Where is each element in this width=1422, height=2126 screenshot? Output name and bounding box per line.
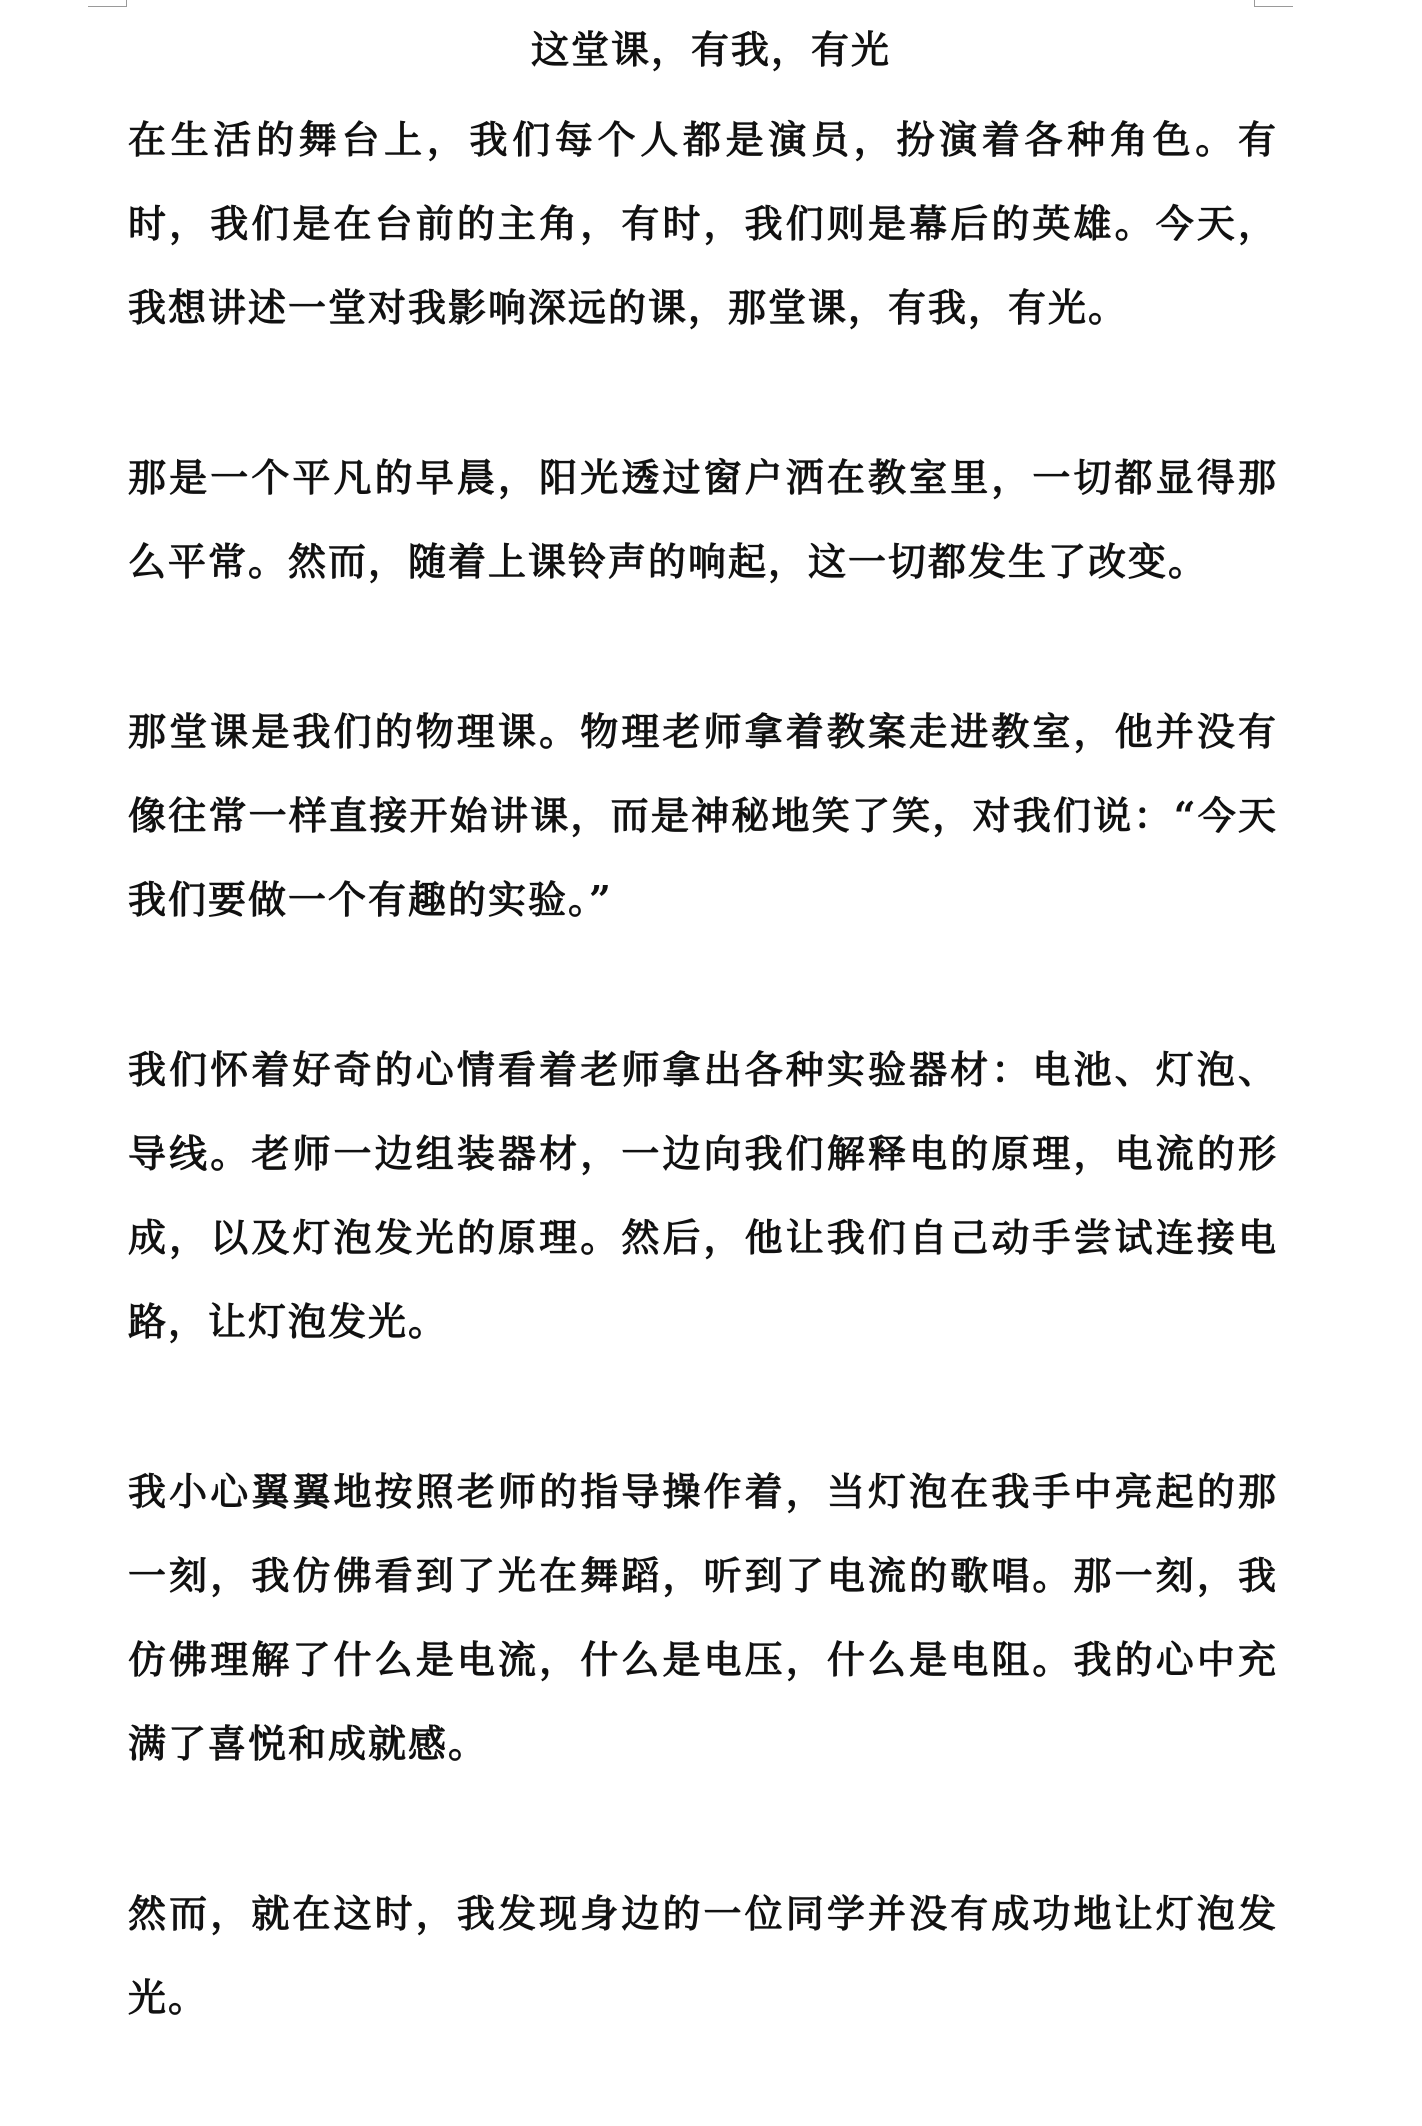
crop-mark-left <box>88 0 127 7</box>
paragraph-4: 我们怀着好奇的心情看着老师拿出各种实验器材：电池、灯泡、导线。老师一边组装器材，一边向我们解释电的原理，电流的形成，以及灯泡发光的原理。然后，他让我们自己动手尝试连接电路，让灯泡发光。 <box>128 1047 1278 1344</box>
paragraph-6: 然而，就在这时，我发现身边的一位同学并没有成功地让灯泡发光。 <box>128 1891 1278 2020</box>
paragraph-2: 那是一个平凡的早晨，阳光透过窗户洒在教室里，一切都显得那么平常。然而，随着上课铃声的响起，这一切都发生了改变。 <box>128 455 1278 584</box>
paragraph-3: 那堂课是我们的物理课。物理老师拿着教案走进教室，他并没有像往常一样直接开始讲课，而是神秘地笑了笑，对我们说：“今天我们要做一个有趣的实验。” <box>128 709 1278 922</box>
document-title: 这堂课，有我，有光 <box>530 27 891 72</box>
crop-mark-right <box>1254 0 1293 7</box>
document-body <box>128 98 1278 2126</box>
paragraph-1: 在生活的舞台上，我们每个人都是演员，扮演着各种角色。有时，我们是在台前的主角，有时，我们则是幕后的英雄。今天，我想讲述一堂对我影响深远的课，那堂课，有我，有光。 <box>128 117 1278 330</box>
paragraph-5: 我小心翼翼地按照老师的指导操作着，当灯泡在我手中亮起的那一刻，我仿佛看到了光在舞蹈，听到了电流的歌唱。那一刻，我仿佛理解了什么是电流，什么是电压，什么是电阻。我的心中充满了喜悦和成就感。 <box>128 1469 1278 1766</box>
